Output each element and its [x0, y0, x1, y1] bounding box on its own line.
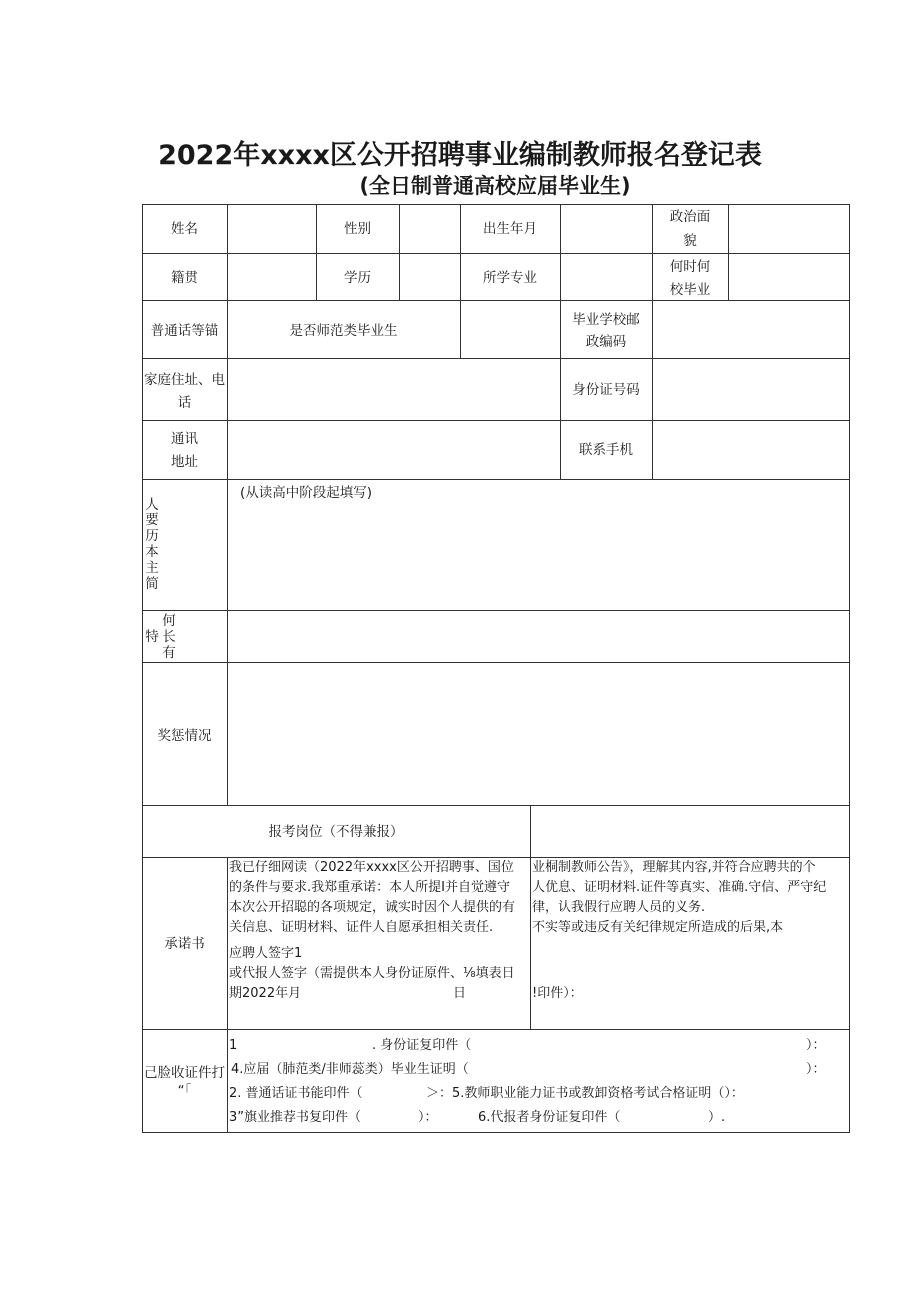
col-divider [530, 857, 531, 1029]
label-normal-graduate: 是否师范类毕业生 [289, 323, 398, 339]
resume-char: 本 [145, 544, 159, 560]
pledge-left-line: 本次公开招聪的各项规定，诚实时因个人提供的有 [229, 900, 516, 915]
fill-date-day: 日 [453, 986, 467, 1001]
col-divider [560, 358, 561, 479]
label-graduation-line1: 何时何 [669, 259, 711, 275]
label-mandarin-level: 普通话等锚 [150, 323, 219, 339]
pledge-left-line: 我已仔细网读（2022年xxxx区公开招聘事、国位 [229, 860, 514, 875]
label-political-status-line2: 貌 [683, 233, 697, 249]
doc-item-end: ）： [806, 1038, 826, 1053]
specialty-char: 长 [162, 629, 176, 645]
label-major: 所学专业 [483, 270, 537, 286]
label-mailing-address-line2: 地址 [171, 454, 198, 470]
doc-item-recommendation: 3”旗业推荐书复印件（ [229, 1110, 362, 1125]
label-education: 学历 [344, 270, 371, 286]
label-school-postcode-line2: 政编码 [585, 334, 627, 350]
label-applied-position: 报考岗位（不得兼报） [268, 824, 404, 840]
label-mobile-phone: 联系手机 [579, 442, 633, 458]
doc-item-mid: ）： [418, 1110, 438, 1125]
label-verified-docs-line1: 己脸收证件打 [144, 1065, 225, 1081]
label-home-address-line1: 家庭住址、电 [144, 372, 225, 388]
label-gender: 性别 [344, 221, 371, 237]
specialty-char: 有 [162, 645, 176, 661]
label-home-address-line2: 话 [177, 395, 192, 411]
col-divider [560, 204, 561, 300]
label-awards: 奖惩情况 [157, 728, 212, 744]
pledge-right-tail: !印件）： [532, 986, 583, 1001]
label-graduation-line2: 校毕业 [669, 282, 711, 298]
label-school-postcode-line1: 毕业学校邮 [572, 312, 640, 328]
table-border-right [849, 204, 850, 1133]
doc-item-teacher-cert: ＞：5.教师职业能力证书或教卸资格考试合格证明（）： [426, 1086, 744, 1101]
label-verified-docs-line2: “「 [177, 1083, 192, 1099]
row-divider [142, 610, 849, 611]
table-border-bottom [142, 1132, 849, 1133]
pledge-right-line: 业桐制教师公告》，理解其内容,并符合应聘共的个 [532, 860, 816, 875]
row-divider [142, 358, 849, 359]
row-divider [142, 805, 849, 806]
row-divider [142, 253, 849, 254]
resume-char: 历 [145, 528, 159, 544]
table-border-top [142, 204, 849, 205]
specialty-char: 何 [162, 613, 176, 629]
label-native-place: 籍贯 [171, 270, 198, 286]
pledge-right-line: 不实等或违反有关纪律规定所造成的后果,本 [532, 920, 784, 935]
row-divider [142, 479, 849, 480]
row-divider [142, 420, 849, 421]
page-title: 2022年xxxx区公开招聘事业编制教师报名登记表 [158, 140, 762, 171]
resume-char: 主 [145, 560, 159, 576]
row-divider [142, 662, 849, 663]
doc-item-end: ）. [708, 1110, 726, 1125]
doc-item-proxy-id: 6.代报者身份证复印件（ [478, 1110, 621, 1125]
col-divider [530, 805, 531, 857]
row-divider [142, 300, 849, 301]
label-birth-date: 出生年月 [483, 221, 537, 237]
resume-note: (从读高中阶段起填写) [240, 485, 373, 501]
pledge-left-line: 的条件与要求.我郑重承诺：本人所提I并自觉遵守 [229, 880, 510, 895]
col-divider [652, 358, 653, 479]
resume-char: 人 [145, 497, 159, 513]
proxy-signature: 或代报人签字（需提供本人身份证原件、⅛填表日 [229, 966, 515, 981]
col-divider [460, 300, 461, 358]
col-divider [227, 857, 228, 1132]
label-name: 姓名 [171, 221, 198, 237]
doc-item-end: ）： [806, 1062, 826, 1077]
col-divider [728, 204, 729, 300]
pledge-left-line: 关信息、证明材料、证件人自愿承担相关责任. [229, 920, 494, 935]
table-border-left [142, 204, 143, 1133]
row-divider [142, 1029, 849, 1030]
pledge-right-line: 人优息、证明材料.证件等真实、准确.守信、严守纪 [532, 880, 827, 895]
resume-char: 简 [145, 576, 159, 592]
fill-date: 期2022年月 [229, 986, 302, 1001]
doc-item-mandarin-cert: 2. 普通话证书能印件（ [229, 1086, 363, 1101]
doc-item-graduate-cert: 4.应届（肺范类/非师蕊类）毕业生证明（ [231, 1062, 469, 1077]
col-divider [399, 204, 400, 300]
label-id-number: 身份证号码 [572, 382, 640, 398]
label-mailing-address-line1: 通讯 [171, 431, 198, 447]
applicant-signature: 应聘人签字1 [229, 946, 303, 961]
specialty-char: 特 [145, 629, 159, 645]
label-political-status-line1: 政治面 [669, 209, 711, 225]
pledge-right-line: 律，认我假行应聘人员的义务. [532, 900, 706, 915]
doc-item-number: 1 [229, 1038, 238, 1053]
resume-char: 要 [145, 512, 159, 528]
doc-item-id-copy: . 身份证复印件（ [372, 1038, 472, 1053]
col-divider [652, 300, 653, 358]
label-pledge: 承诺书 [164, 936, 205, 952]
page-subtitle: (全日制普通高校应届毕业生) [359, 174, 631, 198]
col-divider [227, 204, 228, 805]
